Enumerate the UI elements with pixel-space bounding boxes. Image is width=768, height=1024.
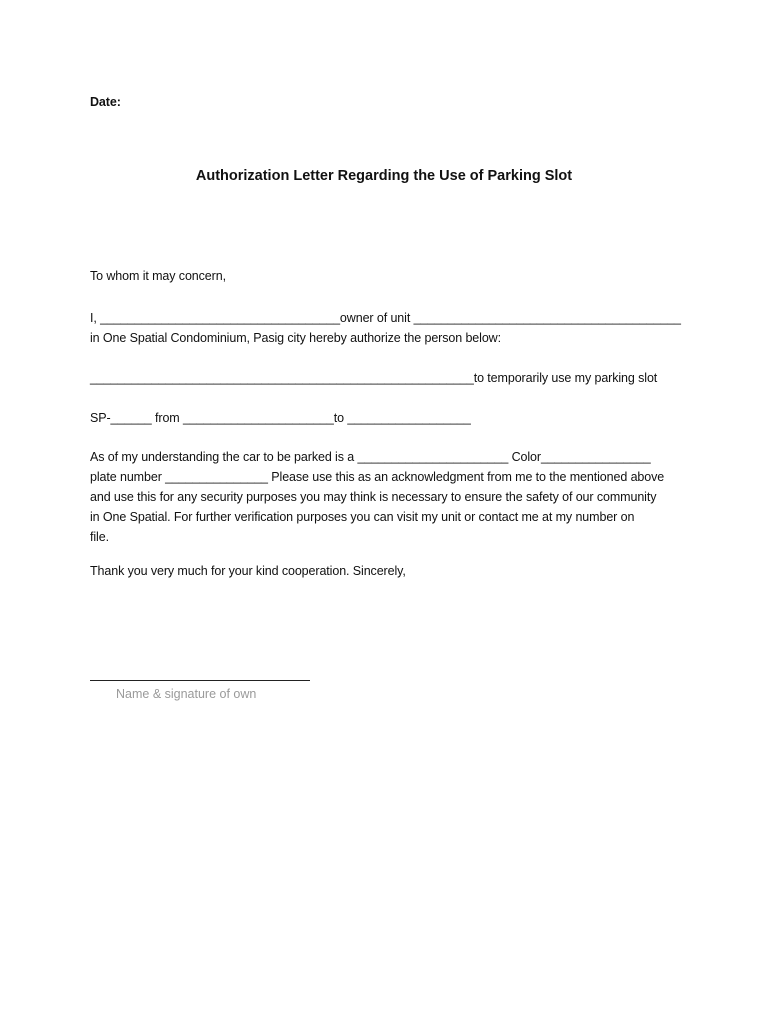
body-line-4: in One Spatial. For further verification purposes you can visit my unit or contact me at my number on <box>90 510 635 524</box>
body-line-5: file. <box>90 530 109 544</box>
body-line-3: and use this for any security purposes you may think is necessary to ensure the safety of our community <box>90 490 657 504</box>
closing-line: Thank you very much for your kind cooperation. Sincerely, <box>90 564 406 578</box>
signature-line <box>90 666 310 681</box>
salutation: To whom it may concern, <box>90 269 226 283</box>
signature-caption: Name & signature of own <box>116 687 257 701</box>
owner-line: I, ___________________________________owner of unit _______________________________________ <box>90 311 681 325</box>
body-line-1: As of my understanding the car to be parked is a ______________________ Color________________ <box>90 450 651 464</box>
authorization-line: in One Spatial Condominium, Pasig city hereby authorize the person below: <box>90 331 501 345</box>
body-line-2: plate number _______________ Please use this as an acknowledgment from me to the mentioned above <box>90 470 665 484</box>
authorized-person-line: ________________________________________________________to temporarily use my parking slot <box>90 371 658 385</box>
date-label: Date: <box>90 95 121 109</box>
letter-title: Authorization Letter Regarding the Use of Parking Slot <box>195 168 573 184</box>
slot-period-line: SP-______ from ______________________to __________________ <box>90 411 471 425</box>
